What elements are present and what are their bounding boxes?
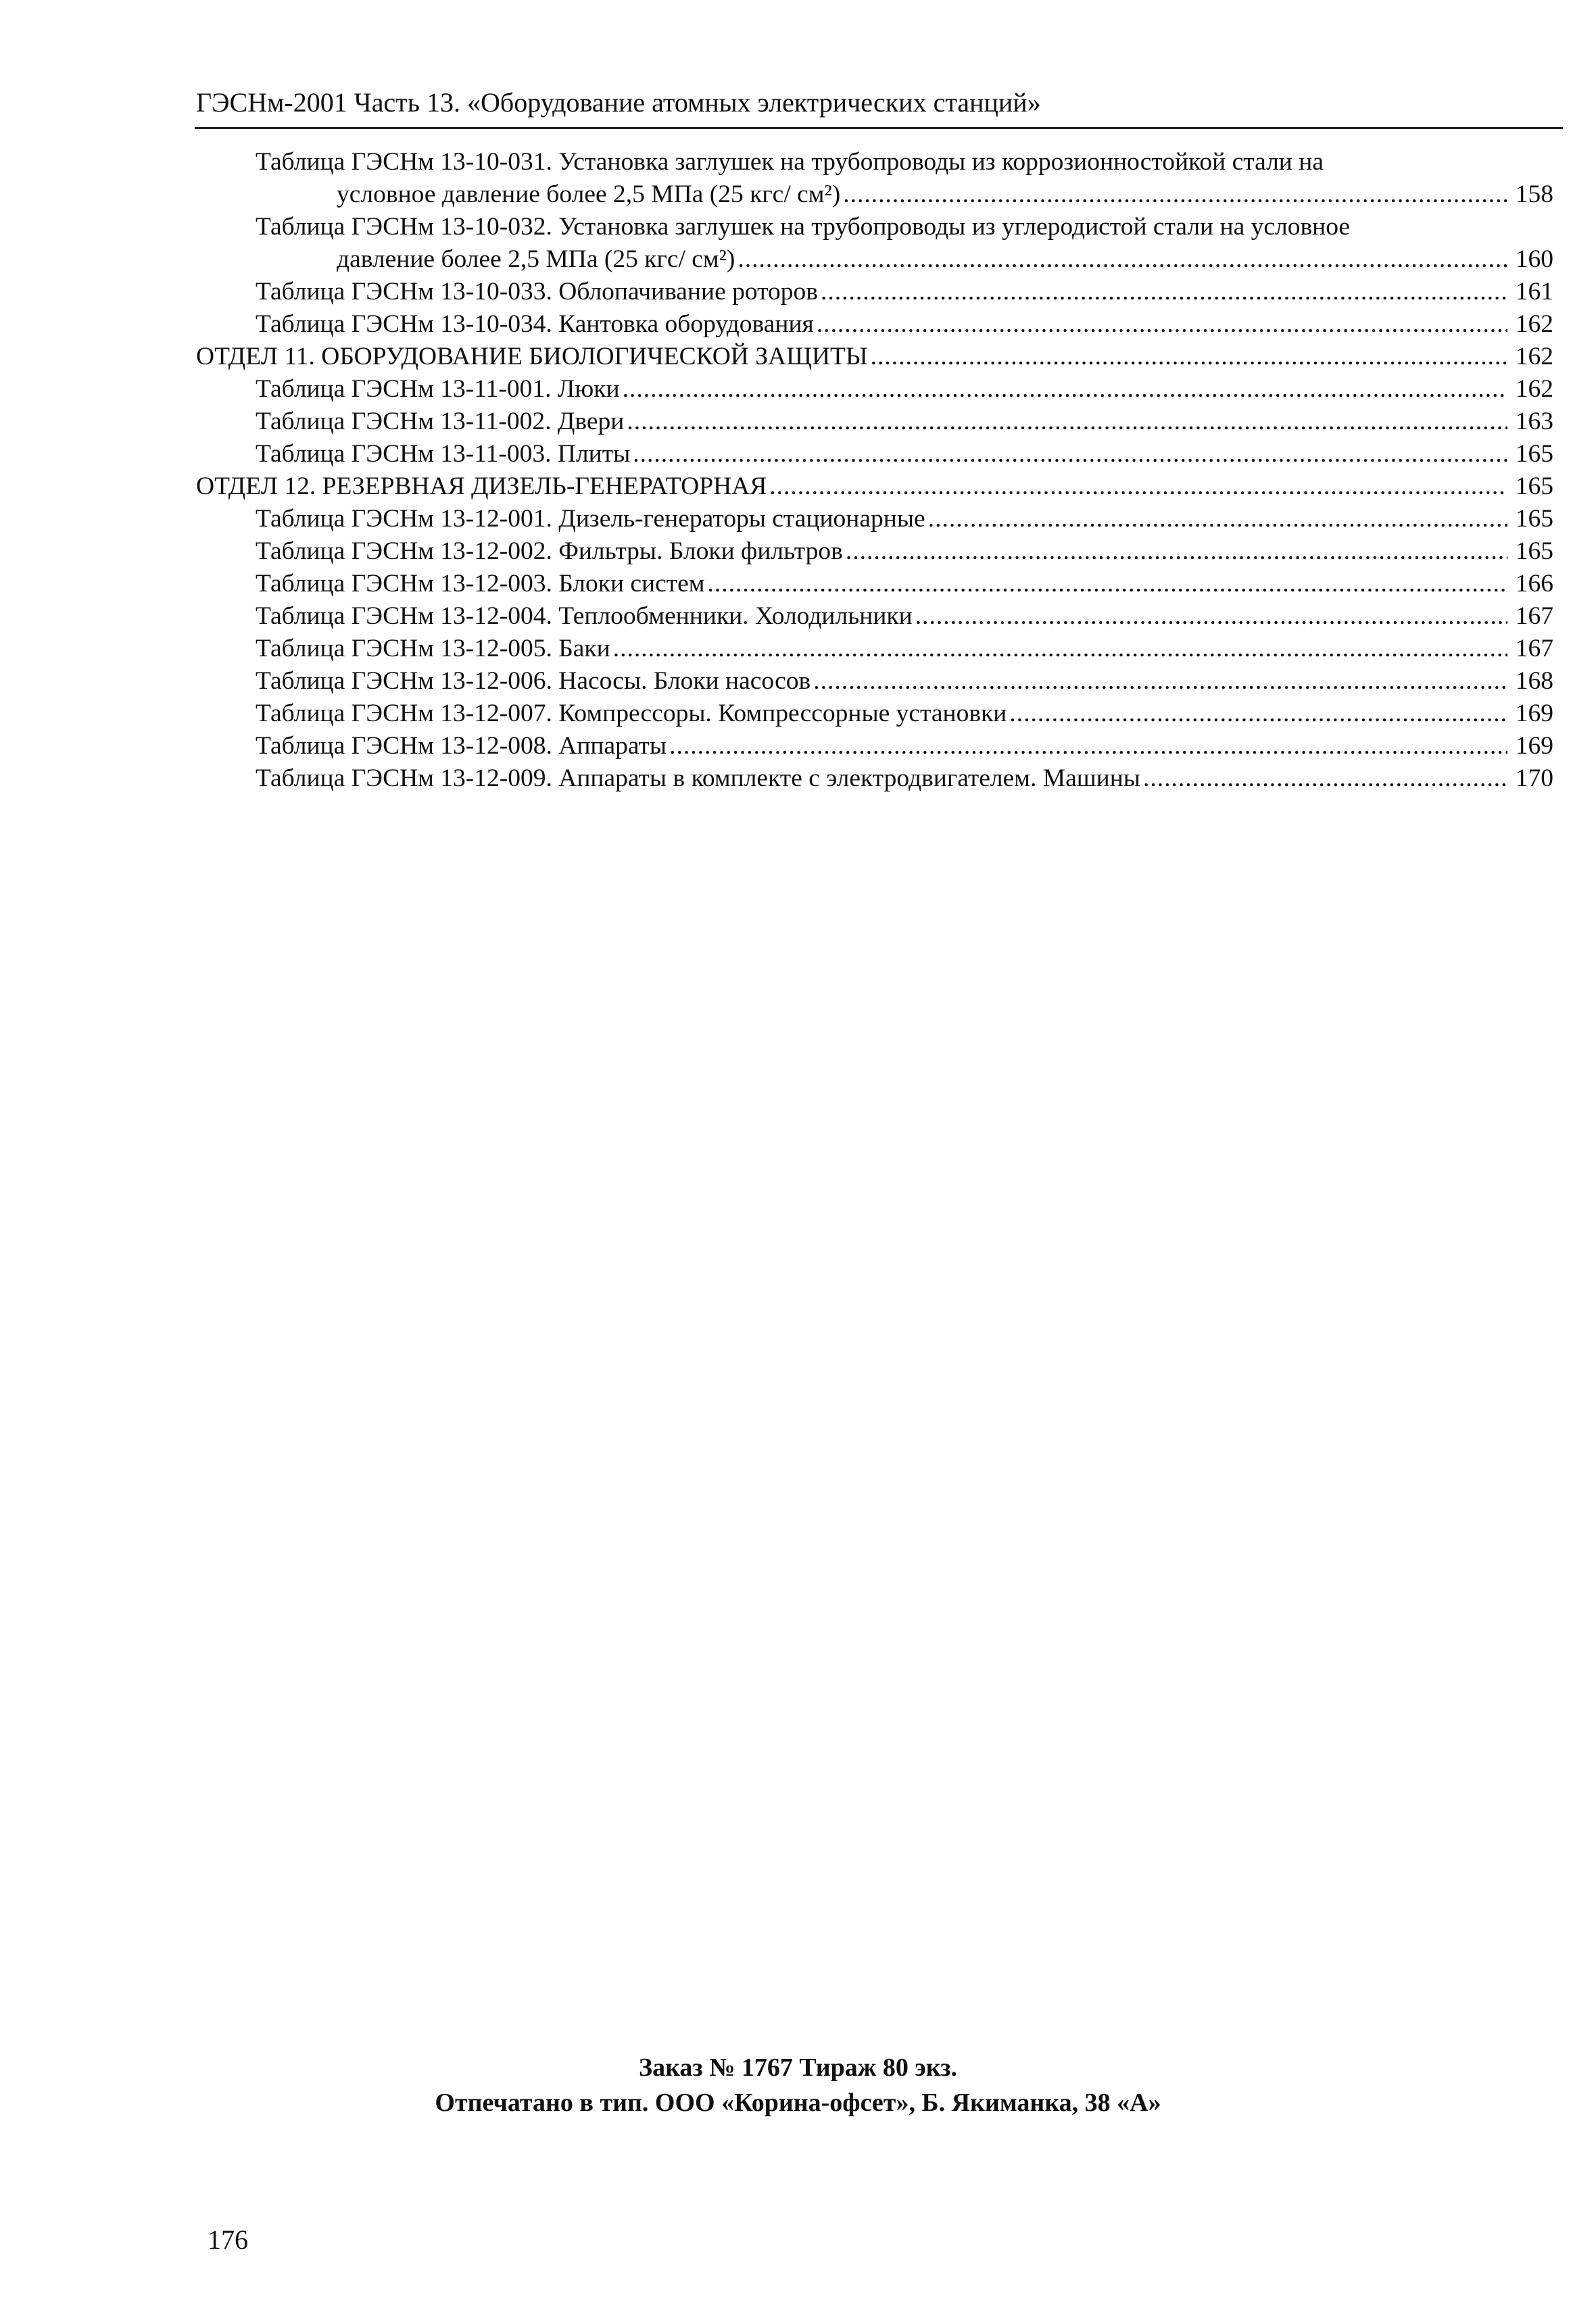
toc-entry-line1: Таблица ГЭСНм 13-10-031. Установка заглушек на трубопроводы из коррозионностойкой стали на (256, 148, 1324, 176)
toc-entry-text: Таблица ГЭСНм 13-12-007. Компрессоры. Компрессорные установки (256, 700, 1007, 727)
dot-leader (669, 730, 1507, 762)
dot-leader (737, 243, 1507, 276)
toc-page-number: 161 (1515, 278, 1553, 306)
toc-entry-text: Таблица ГЭСНм 13-12-005. Баки (256, 635, 610, 662)
dot-leader (821, 276, 1507, 308)
toc-entry (196, 730, 1553, 762)
toc-page-number: 165 (1515, 505, 1553, 533)
toc-entry-text: Таблица ГЭСНм 13-11-001. Люки (256, 375, 620, 403)
imprint-order: Заказ № 1767 Тираж 80 экз. (639, 2053, 957, 2082)
toc-page-number: 165 (1515, 537, 1553, 565)
toc-entry-line2: условное давление более 2,5 МПа (25 кгс/ см²) (337, 180, 841, 208)
toc-entry-text: Таблица ГЭСНм 13-12-006. Насосы. Блоки насосов (256, 667, 811, 695)
dot-leader (613, 633, 1507, 665)
toc-entry-text: ОТДЕЛ 12. РЕЗЕРВНАЯ ДИЗЕЛЬ-ГЕНЕРАТОРНАЯ (196, 472, 767, 500)
toc-entry (196, 276, 1553, 308)
toc-entry-text: Таблица ГЭСНм 13-12-003. Блоки систем (256, 570, 705, 598)
toc-page-number: 165 (1515, 440, 1553, 468)
toc-page-number: 170 (1515, 764, 1553, 792)
toc-section (196, 470, 1553, 503)
toc-entry-text: Таблица ГЭСНм 13-12-004. Теплообменники. Холодильники (256, 602, 913, 630)
toc-entry-text: Таблица ГЭСНм 13-12-008. Аппараты (256, 732, 667, 760)
dot-leader (928, 503, 1507, 535)
toc-entry-text: Таблица ГЭСНм 13-12-001. Дизель-генераторы стационарные (256, 505, 925, 533)
toc-page-number: 165 (1515, 472, 1553, 500)
table-of-contents (196, 146, 1553, 795)
toc-entry-text: Таблица ГЭСНм 13-12-002. Фильтры. Блоки фильтров (256, 537, 843, 565)
dot-leader (813, 665, 1507, 698)
dot-leader (817, 308, 1507, 341)
dot-leader (633, 438, 1507, 470)
dot-leader (843, 178, 1507, 211)
toc-page-number: 162 (1515, 375, 1553, 403)
running-header: ГЭСНм-2001 Часть 13. «Оборудование атомных электрических станций» (196, 87, 1041, 118)
dot-leader (1143, 762, 1507, 795)
toc-entry (196, 373, 1553, 406)
dot-leader (708, 568, 1507, 600)
toc-entry (196, 600, 1553, 633)
toc-entry-text: Таблица ГЭСНм 13-10-034. Кантовка оборудования (256, 310, 814, 338)
page-number: 176 (208, 2224, 248, 2255)
toc-entry-text: ОТДЕЛ 11. ОБОРУДОВАНИЕ БИОЛОГИЧЕСКОЙ ЗАЩИТЫ (196, 343, 868, 370)
toc-entry-text: Таблица ГЭСНм 13-11-003. Плиты (256, 440, 631, 468)
toc-page-number: 162 (1515, 343, 1553, 370)
toc-entry (196, 568, 1553, 600)
dot-leader (623, 373, 1507, 406)
toc-entry-13-10-032 (196, 211, 1553, 276)
toc-entry-text: Таблица ГЭСНм 13-11-002. Двери (256, 408, 625, 435)
toc-page-number: 163 (1515, 408, 1553, 435)
toc-section (196, 341, 1553, 373)
toc-page-number: 158 (1515, 180, 1553, 208)
toc-page-number: 169 (1515, 732, 1553, 760)
toc-entry (196, 633, 1553, 665)
toc-page-number: 160 (1515, 245, 1553, 273)
toc-page-number: 167 (1515, 635, 1553, 662)
toc-page-number: 169 (1515, 700, 1553, 727)
toc-entry (196, 406, 1553, 438)
toc-entry-text: Таблица ГЭСНм 13-10-033. Облопачивание роторов (256, 278, 818, 306)
dot-leader (769, 470, 1507, 503)
toc-entry (196, 535, 1553, 568)
toc-page-number: 166 (1515, 570, 1553, 598)
toc-entry-13-10-031 (196, 146, 1553, 211)
dot-leader (915, 600, 1507, 633)
toc-entry (196, 698, 1553, 730)
toc-entry-text: Таблица ГЭСНм 13-12-009. Аппараты в комплекте с электродвигателем. Машины (256, 764, 1140, 792)
toc-page-number: 168 (1515, 667, 1553, 695)
dot-leader (871, 341, 1507, 373)
toc-entry (196, 438, 1553, 470)
toc-page-number: 167 (1515, 602, 1553, 630)
imprint-printer: Отпечатано в тип. ООО «Корина-офсет», Б. Якиманка, 38 «А» (435, 2089, 1161, 2117)
toc-page-number: 162 (1515, 310, 1553, 338)
dot-leader (1009, 698, 1507, 730)
toc-entry-list (196, 276, 1553, 795)
dot-leader (627, 406, 1507, 438)
toc-entry (196, 308, 1553, 341)
toc-entry (196, 665, 1553, 698)
dot-leader (846, 535, 1507, 568)
header-rule (195, 127, 1563, 129)
toc-entry-line2: давление более 2,5 МПа (25 кгс/ см²) (337, 245, 735, 273)
toc-entry-line1: Таблица ГЭСНм 13-10-032. Установка заглушек на трубопроводы из углеродистой стали на условное (256, 213, 1351, 241)
toc-entry (196, 503, 1553, 535)
toc-entry (196, 762, 1553, 795)
